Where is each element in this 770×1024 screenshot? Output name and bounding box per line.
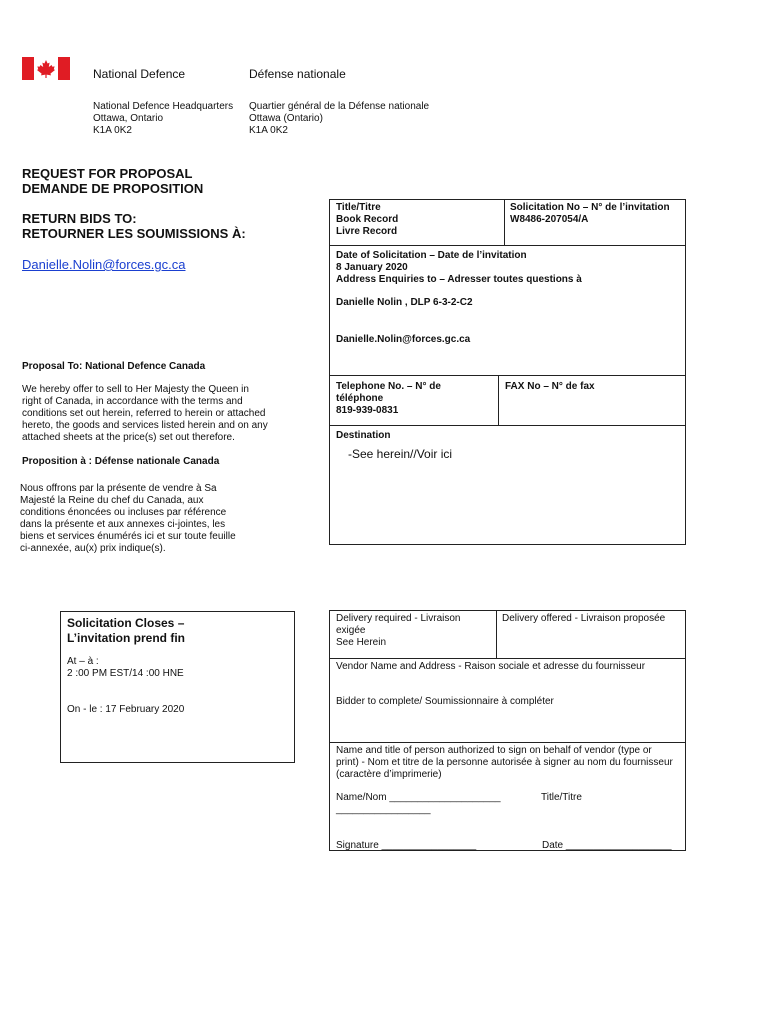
proposal-line: conditions set out herein, referred to herein or attached (22, 408, 266, 419)
return-bids-email-link[interactable]: Danielle.Nolin@forces.gc.ca (22, 257, 186, 272)
address-en (93, 101, 233, 137)
closing-at-label: At – à : (67, 656, 99, 667)
closing-time (67, 656, 184, 680)
proposal-line: hereto, the goods and services listed herein and on any (22, 420, 268, 431)
bidder-note: Bidder to complete/ Soumissionnaire à compléter (336, 696, 554, 707)
proposal-line: ci-annexée, au(x) prix indique(s). (20, 543, 166, 554)
telephone-value: 819-939-0831 (336, 405, 399, 416)
divider (504, 199, 505, 246)
closing-time-value: 2 :00 PM EST/14 :00 HNE (67, 668, 184, 679)
delivery-required-label: Delivery required - Livraison (336, 613, 461, 624)
telephone-field (336, 381, 441, 417)
return-bids-en: RETURN BIDS TO: (22, 211, 137, 226)
name-field[interactable] (336, 792, 501, 816)
closing-heading-en: Solicitation Closes – (67, 616, 185, 630)
date-label: Date of Solicitation – Date de l’invitation (336, 250, 527, 261)
address-en-line: Ottawa, Ontario (93, 113, 164, 124)
enquiries-label: Address Enquiries to – Adresser toutes questions à (336, 274, 582, 285)
divider (498, 375, 499, 425)
divider (329, 742, 686, 743)
divider (329, 375, 686, 376)
address-en-line: K1A 0K2 (93, 125, 132, 136)
delivery-required-label: exigée (336, 625, 366, 636)
return-bids-heading (22, 211, 246, 241)
name-field-continuation: _________________ (336, 804, 431, 815)
closing-heading-fr: L’invitation prend fin (67, 631, 185, 645)
date-value: 8 January 2020 (336, 262, 408, 273)
dept-name-fr: Défense nationale (249, 67, 346, 81)
closing-date: On - le : 17 February 2020 (67, 704, 185, 715)
address-fr-line: Quartier général de la Défense nationale (249, 101, 430, 112)
destination-value: -See herein//Voir ici (348, 447, 453, 461)
authorized-line: Name and title of person authorized to sign on behalf of vendor (type or (336, 745, 652, 756)
solicitation-number: W8486-207054/A (510, 214, 589, 225)
signature-field[interactable]: Signature _________________ (336, 840, 477, 851)
vendor-name-label: Vendor Name and Address - Raison sociale et adresse du fournisseur (336, 661, 646, 672)
closing-heading (67, 616, 185, 646)
proposal-line: Majesté la Reine du chef du Canada, aux (20, 495, 204, 506)
divider (496, 610, 497, 659)
name-field-line: Name/Nom ____________________ (336, 792, 501, 803)
address-fr (249, 101, 429, 137)
divider (329, 425, 686, 426)
title-fr: DEMANDE DE PROPOSITION (22, 181, 204, 196)
solicitation-number-field (510, 202, 670, 226)
proposal-line: biens et services énumérés ici et sur toute feuille (20, 531, 236, 542)
fax-label: FAX No – N° de fax (505, 381, 595, 392)
contact-email: Danielle.Nolin@forces.gc.ca (336, 334, 471, 345)
date-field[interactable]: Date ___________________ (542, 840, 672, 851)
proposal-line: right of Canada, in accordance with the terms and (22, 396, 243, 407)
title-en: REQUEST FOR PROPOSAL (22, 166, 193, 181)
title-label: Title/Titre (336, 202, 381, 213)
divider (329, 245, 686, 246)
address-fr-line: K1A 0K2 (249, 125, 288, 136)
return-bids-fr: RETOURNER LES SOUMISSIONS À: (22, 226, 246, 241)
divider (329, 658, 686, 659)
solicitation-label: Solicitation No – N° de l’invitation (510, 202, 670, 213)
authorized-line: print) - Nom et titre de la personne autorisée à signer au nom du fournisseur (336, 757, 673, 768)
destination-label: Destination (336, 430, 391, 441)
proposal-line: conditions énoncées ou incluses par référence (20, 507, 227, 518)
proposal-line: We hereby offer to sell to Her Majesty the Queen in (22, 384, 249, 395)
proposal-line: attached sheets at the price(s) set out therefore. (22, 432, 235, 443)
authorized-line: (caractère d’imprimerie) (336, 769, 442, 780)
address-en-line: National Defence Headquarters (93, 101, 234, 112)
proposal-body-en (22, 384, 268, 444)
proposal-line: dans la présente et aux annexes ci-jointes, les (20, 519, 226, 530)
authorized-signatory-label (336, 745, 673, 781)
telephone-label: Telephone No. – N° de (336, 381, 441, 392)
proposal-body-fr (20, 483, 236, 555)
title-value-fr: Livre Record (336, 226, 398, 237)
proposal-heading-fr: Proposition à : Défense nationale Canada (22, 456, 220, 467)
delivery-required-field (336, 613, 461, 649)
title-value-en: Book Record (336, 214, 399, 225)
delivery-offered-label: Delivery offered - Livraison proposée (502, 613, 666, 624)
document-title (22, 166, 203, 196)
dept-name-en: National Defence (93, 67, 186, 81)
solicitation-date-field (336, 250, 582, 286)
delivery-required-value: See Herein (336, 637, 387, 648)
telephone-label: téléphone (336, 393, 384, 404)
proposal-heading-en: Proposal To: National Defence Canada (22, 361, 206, 372)
title-field-vendor[interactable]: Title/Titre (541, 792, 582, 803)
proposal-line: Nous offrons par la présente de vendre à Sa (20, 483, 217, 494)
contact-name: Danielle Nolin , DLP 6-3-2-C2 (336, 297, 473, 308)
canada-flag-icon (22, 57, 70, 80)
title-field (336, 202, 398, 238)
address-fr-line: Ottawa (Ontario) (249, 113, 323, 124)
